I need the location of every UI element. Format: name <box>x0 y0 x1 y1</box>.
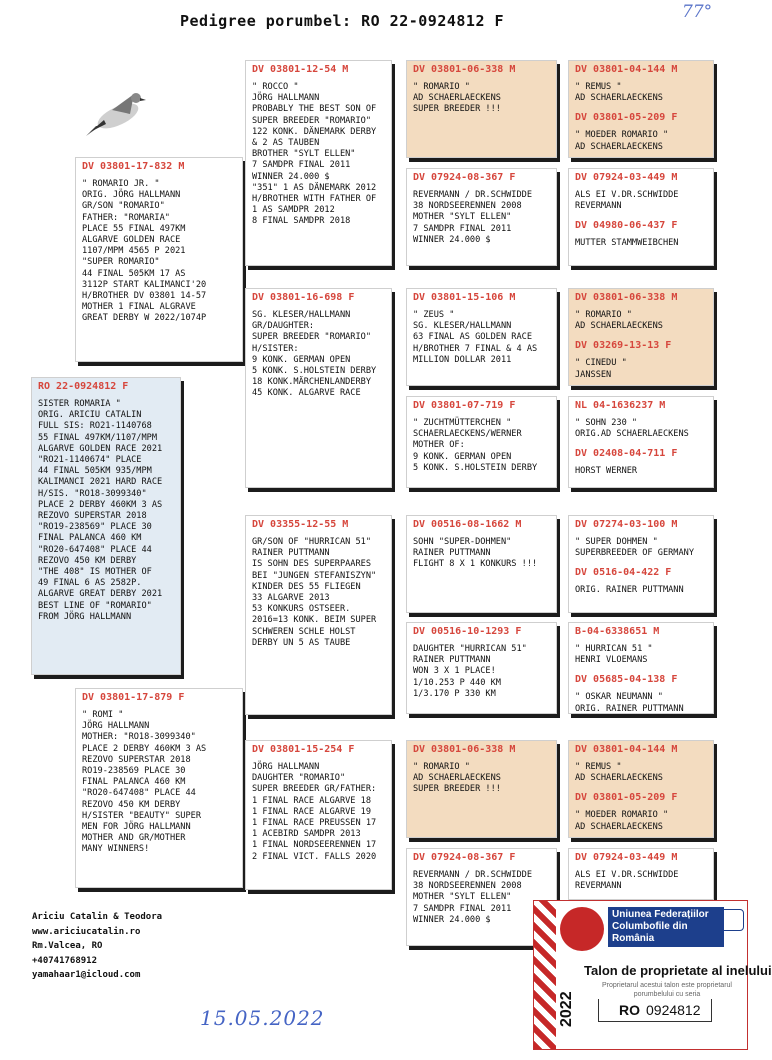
card-line: 7 SAMDPR FINAL 2011 <box>413 903 512 914</box>
card-line: KINDER DES 55 FLIEGEN <box>252 581 361 592</box>
sticker-stripe <box>534 901 556 1049</box>
card-line: JANSSEN <box>575 369 612 380</box>
card-line: 9 KONK. GERMAN OPEN <box>252 354 351 365</box>
breeder-line: Ariciu Catalin & Teodora <box>32 912 163 922</box>
card-line: REVERMANN / DR.SCHWIDDE <box>413 870 532 880</box>
card-id: DV 03355-12-55 M <box>252 519 349 530</box>
card-line: PLACE 55 FINAL 497KM <box>82 223 186 234</box>
card-line: H/SIS. "RO18-3099340" <box>38 488 147 499</box>
grandparent-card <box>245 515 392 715</box>
card-line: " ZUCHTMÜTTERCHEN " <box>413 418 512 428</box>
card-line: HORST WERNER <box>575 466 638 477</box>
card-id: DV 00516-08-1662 M <box>413 519 522 530</box>
card-id: DV 03801-15-254 F <box>252 744 355 755</box>
card-line: " ROMI " <box>82 710 124 720</box>
card-id: DV 03801-06-338 M <box>575 292 678 303</box>
father-card <box>75 157 243 362</box>
card-line: HENRI VLOEMANS <box>575 655 648 666</box>
ring-digits: 0924812 <box>646 1002 701 1018</box>
card-line: REVERMANN <box>575 881 622 892</box>
card-line: H/BROTHER 7 FINAL & 4 AS <box>413 343 538 354</box>
card-id: DV 0516-04-422 F <box>575 567 672 579</box>
card-line: ORIG.AD SCHAERLAECKENS <box>575 429 689 440</box>
card-line: 45 KONK. ALGARVE RACE <box>252 388 361 399</box>
card-id: DV 02408-04-711 F <box>575 448 678 460</box>
card-id: DV 03801-05-209 F <box>575 792 678 804</box>
card-line: 5 KONK. S.HOLSTEIN DERBY <box>413 462 538 473</box>
card-line: FATHER: "ROMARIA" <box>82 212 170 223</box>
great-grandparent-card <box>406 740 557 838</box>
card-line: H/BROTHER DV 03801 14-57 <box>82 291 207 302</box>
card-line: 1 ACEBIRD SAMDPR 2013 <box>252 829 361 840</box>
card-line: REZOVO SUPERSTAR 2018 <box>82 754 191 765</box>
card-line: SUPER BREEDER !!! <box>413 784 501 795</box>
great-grandparent-card <box>406 515 557 613</box>
card-id: DV 05685-04-138 F <box>575 674 678 686</box>
handwritten-date: 15.05.2022 <box>200 1006 325 1030</box>
card-line: AD SCHAERLAECKENS <box>575 773 663 784</box>
grandparent-card <box>245 288 392 488</box>
card-line: ALGARVE GREAT DERBY 2021 <box>38 589 163 600</box>
card-id: DV 03801-04-144 M <box>575 744 678 755</box>
card-line: ALGARVE GOLDEN RACE <box>82 235 181 246</box>
card-line: ALS EI V.DR.SCHWIDDE <box>575 870 679 880</box>
sticker-title: Talon de proprietate al inelului <box>584 963 772 978</box>
card-line: DAUGHTER "ROMARIO" <box>252 773 346 784</box>
card-line: BEST LINE OF "ROMARIO" <box>38 600 152 611</box>
card-line: 1 FINAL RACE ALGARVE 19 <box>252 806 371 817</box>
card-line: 7 SAMDPR FINAL 2011 <box>252 160 351 171</box>
card-id: NL 04-1636237 M <box>575 400 666 411</box>
card-id: DV 03269-13-13 F <box>575 340 672 352</box>
gen4-card <box>568 848 714 900</box>
card-line: MILLION DOLLAR 2011 <box>413 354 512 365</box>
card-line: SOHN "SUPER-DOHMEN" <box>413 537 512 547</box>
card-id: DV 03801-06-338 M <box>413 64 516 75</box>
card-line: "RO20-647408" PLACE 44 <box>82 788 196 799</box>
card-line: AD SCHAERLAECKENS <box>413 773 501 784</box>
card-line: "351" 1 AS DÄNEMARK 2012 <box>252 182 377 193</box>
great-grandparent-card <box>406 288 557 386</box>
card-line: AD SCHAERLAECKENS <box>575 93 663 104</box>
card-id: DV 03801-17-879 F <box>82 692 185 703</box>
card-line: FROM JÖRG HALLMANN <box>38 611 132 622</box>
breeder-line: yamahaar1@icloud.com <box>32 970 141 980</box>
card-line: H/BROTHER WITH FATHER OF <box>252 194 377 205</box>
card-line: " HURRICAN 51 " <box>575 644 653 654</box>
gen4-card <box>568 622 714 714</box>
card-line: RAINER PUTTMANN <box>252 548 330 559</box>
card-line: 2 FINAL VICT. FALLS 2020 <box>252 851 377 862</box>
card-id: DV 07924-03-449 M <box>575 172 678 183</box>
card-line: MOTHER "SYLT ELLEN" <box>413 212 512 223</box>
card-line: SUPER BREEDER !!! <box>413 104 501 115</box>
card-line: " MOEDER ROMARIO " <box>575 810 669 821</box>
card-line: KALIMANCI 2021 HARD RACE <box>38 477 163 488</box>
page-title: Pedigree porumbel: RO 22-0924812 F <box>180 12 505 30</box>
card-line: "RO21-1140674" PLACE <box>38 455 142 466</box>
card-line: 49 FINAL 6 AS 2582P. <box>38 578 142 589</box>
card-line: FLIGHT 8 X 1 KONKURS !!! <box>413 559 538 570</box>
card-id: DV 03801-07-719 F <box>413 400 516 411</box>
handwritten-number: 77° <box>682 2 713 22</box>
card-line: BEI "JUNGEN STEFANISZYN" <box>252 570 377 581</box>
card-line: SISTER ROMARIA " <box>38 399 121 409</box>
card-line: SUPER BREEDER "ROMARIO" <box>252 115 371 126</box>
card-line: " ROMARIO " <box>413 762 470 772</box>
card-line: 1/10.253 P 440 KM <box>413 677 501 688</box>
ring-ownership-sticker <box>533 900 772 1050</box>
card-id: DV 04980-06-437 F <box>575 220 678 232</box>
card-line: PLACE 2 DERBY 460KM 3 AS <box>38 499 163 510</box>
card-line: 18 KONK.MÄRCHENLANDERBY <box>252 377 371 388</box>
gen4-card <box>568 396 714 488</box>
card-line: " CINEDU " <box>575 358 627 369</box>
card-line: DAUGHTER "HURRICAN 51" <box>413 644 527 654</box>
card-line: AD SCHAERLAECKENS <box>413 93 501 104</box>
great-grandparent-card <box>406 60 557 158</box>
card-line: 1107/MPM 4565 P 2021 <box>82 246 186 257</box>
card-line: MEN FOR JÖRG HALLMANN <box>82 822 191 833</box>
card-line: SUPER BREEDER GR/FATHER: <box>252 784 377 795</box>
card-line: MOTHER AND GR/MOTHER <box>82 833 186 844</box>
gen4-card <box>568 288 714 386</box>
card-line: 1 FINAL NORDSEERENNEN 17 <box>252 840 377 851</box>
card-line: AD SCHAERLAECKENS <box>575 821 663 832</box>
card-line: 1 FINAL RACE PREUSSEN 17 <box>252 818 377 829</box>
card-line: MUTTER STAMMWEIBCHEN <box>575 238 679 249</box>
card-line: SG. KLESER/HALLMANN <box>413 321 512 332</box>
card-line: REVERMANN / DR.SCHWIDDE <box>413 190 532 200</box>
card-id: DV 03801-06-338 M <box>413 744 516 755</box>
card-line: 5 KONK. S.HOLSTEIN DERBY <box>252 366 377 377</box>
card-line: FINAL PALANCA 460 KM <box>38 533 142 544</box>
card-line: PROBABLY THE BEST SON OF <box>252 104 377 115</box>
card-line: WON 3 X 1 PLACE! <box>413 666 496 677</box>
card-line: MOTHER OF: <box>413 440 465 451</box>
breeder-line: +40741768912 <box>32 955 98 966</box>
card-line: H/SISTER: <box>252 343 299 354</box>
card-line: JÖRG HALLMANN <box>82 721 150 732</box>
card-id: DV 03801-12-54 M <box>252 64 349 75</box>
card-line: " ROMARIO JR. " <box>82 179 160 189</box>
card-line: MOTHER "SYLT ELLEN" <box>413 892 512 903</box>
federation-name: Uniunea Federațiilor Columbofile din România <box>608 907 724 947</box>
card-line: 3112P START KALIMANCI'20 <box>82 279 207 290</box>
card-line: 38 NORDSEERENNEN 2008 <box>413 201 522 212</box>
card-id: DV 03801-17-832 M <box>82 161 185 172</box>
card-line: GR/SON "ROMARIO" <box>82 201 165 212</box>
card-id: DV 03801-16-698 F <box>252 292 355 303</box>
card-line: GR/SON OF "HURRICAN 51" <box>252 537 371 547</box>
card-line: " MOEDER ROMARIO " <box>575 130 669 141</box>
card-line: 1 FINAL RACE ALGARVE 18 <box>252 795 371 806</box>
card-line: 53 KONKURS OSTSEER. <box>252 604 351 615</box>
gen4-card <box>568 515 714 613</box>
card-line: " OSKAR NEUMANN " <box>575 692 663 703</box>
card-line: DERBY UN 5 AS TAUBE <box>252 637 351 648</box>
card-line: " REMUS " <box>575 82 622 92</box>
card-line: ORIG. ARICIU CATALIN <box>38 410 142 421</box>
card-line: AD SCHAERLAECKENS <box>575 141 663 152</box>
card-id: DV 07924-03-449 M <box>575 852 678 863</box>
card-line: RAINER PUTTMANN <box>413 655 491 666</box>
card-line: SCHWEREN SCHLE HOLST <box>252 626 356 637</box>
card-line: ORIG. RAINER PUTTMANN <box>575 585 684 596</box>
card-id: DV 03801-04-144 M <box>575 64 678 75</box>
card-line: "RO19-238569" PLACE 30 <box>38 522 152 533</box>
card-line: & 2 AS TAUBEN <box>252 138 320 149</box>
card-line: 7 SAMDPR FINAL 2011 <box>413 223 512 234</box>
card-line: AD SCHAERLAECKENS <box>575 321 663 332</box>
grandparent-card <box>245 60 392 266</box>
card-line: REZOVO 450 KM DERBY <box>38 555 137 566</box>
breeder-line: Rm.Valcea, RO <box>32 941 103 951</box>
card-line: MANY WINNERS! <box>82 844 150 855</box>
card-line: 33 ALGARVE 2013 <box>252 593 330 604</box>
card-line: " SUPER DOHMEN " <box>575 537 658 547</box>
card-line: ORIG. JÖRG HALLMANN <box>82 190 181 201</box>
sticker-note: Proprietarul acestui talon este proprietarul porumbelului cu seria <box>602 982 732 998</box>
card-line: "THE 408" IS MOTHER OF <box>38 567 152 578</box>
card-line: ORIG. RAINER PUTTMANN <box>575 703 684 714</box>
card-line: " ZEUS " <box>413 310 455 320</box>
card-id: DV 07924-08-367 F <box>413 172 516 183</box>
card-line: WINNER 24.000 $ <box>252 171 330 182</box>
crest-icon <box>720 909 744 931</box>
card-line: JÖRG HALLMANN <box>252 93 320 104</box>
grandparent-card <box>245 740 392 890</box>
mother-card <box>75 688 243 888</box>
card-line: 1 AS SAMDPR 2012 <box>252 205 335 216</box>
card-line: " REMUS " <box>575 762 622 772</box>
federation-logo-icon <box>560 907 604 951</box>
card-line: GREAT DERBY W 2022/1074P <box>82 313 207 324</box>
card-line: 55 FINAL 497KM/1107/MPM <box>38 432 157 443</box>
ring-prefix: RO <box>619 1002 640 1018</box>
gen4-card <box>568 740 714 838</box>
card-line: SCHAERLAECKENS/WERNER <box>413 429 522 440</box>
sticker-year: 2022 <box>558 991 575 1027</box>
card-line: PLACE 2 DERBY 460KM 3 AS <box>82 743 207 754</box>
card-line: SUPERBREEDER OF GERMANY <box>575 548 694 559</box>
card-line: "RO20-647408" PLACE 44 <box>38 544 152 555</box>
card-line: "SUPER ROMARIO" <box>82 257 160 268</box>
card-line: FULL SIS: RO21-1140768 <box>38 421 152 432</box>
card-id: B-04-6338651 M <box>575 626 660 637</box>
card-line: MOTHER: "RO18-3099340" <box>82 732 196 743</box>
card-line: MOTHER 1 FINAL ALGRAVE <box>82 302 196 313</box>
card-line: 38 NORDSEERENNEN 2008 <box>413 881 522 892</box>
card-line: " SOHN 230 " <box>575 418 638 428</box>
card-line: 9 KONK. GERMAN OPEN <box>413 451 512 462</box>
card-line: JÖRG HALLMANN <box>252 762 320 772</box>
breeder-info <box>32 910 162 983</box>
card-line: REZOVO 450 KM DERBY <box>82 799 181 810</box>
card-line: 2016=13 KONK. BEIM SUPER <box>252 615 377 626</box>
card-line: ALGARVE GOLDEN RACE 2021 <box>38 443 163 454</box>
card-line: BROTHER "SYLT ELLEN" <box>252 149 356 160</box>
card-line: 44 FINAL 505KM 935/MPM <box>38 466 152 477</box>
card-line: WINNER 24.000 $ <box>413 914 491 925</box>
gen4-card <box>568 168 714 266</box>
breeder-line: www.ariciucatalin.ro <box>32 926 141 937</box>
card-line: WINNER 24.000 $ <box>413 234 491 245</box>
card-line: ALS EI V.DR.SCHWIDDE <box>575 190 679 200</box>
card-line: FINAL PALANCA 460 KM <box>82 777 186 788</box>
card-line: 44 FINAL 505KM 17 AS <box>82 268 186 279</box>
gen4-card <box>568 60 714 158</box>
card-line: REVERMANN <box>575 201 622 212</box>
card-line: 63 FINAL AS GOLDEN RACE <box>413 332 532 343</box>
card-id: RO 22-0924812 F <box>38 381 129 392</box>
card-id: DV 07274-03-100 M <box>575 519 678 530</box>
card-line: " ROCCO " <box>252 82 299 92</box>
card-id: DV 00516-10-1293 F <box>413 626 522 637</box>
subject-card <box>31 377 181 675</box>
card-line: 8 FINAL SAMDPR 2018 <box>252 216 351 227</box>
great-grandparent-card <box>406 622 557 714</box>
card-line: SUPER BREEDER "ROMARIO" <box>252 332 371 343</box>
card-line: IS SOHN DES SUPERPAARES <box>252 559 371 570</box>
card-id: DV 03801-05-209 F <box>575 112 678 124</box>
card-line: H/SISTER "BEAUTY" SUPER <box>82 810 201 821</box>
card-line: GR/DAUGHTER: <box>252 321 315 332</box>
card-line: RO19-238569 PLACE 30 <box>82 766 186 777</box>
card-line: SG. KLESER/HALLMANN <box>252 310 351 320</box>
card-id: DV 07924-08-367 F <box>413 852 516 863</box>
card-line: 1/3.170 P 330 KM <box>413 688 496 699</box>
card-line: " ROMARIO " <box>413 82 470 92</box>
great-grandparent-card <box>406 168 557 266</box>
card-line: REZOVO SUPERSTAR 2018 <box>38 511 147 522</box>
card-line: RAINER PUTTMANN <box>413 548 491 559</box>
pigeon-image <box>82 80 152 140</box>
card-line: " ROMARIO " <box>575 310 632 320</box>
ring-number <box>619 1002 701 1018</box>
great-grandparent-card <box>406 396 557 488</box>
card-id: DV 03801-15-106 M <box>413 292 516 303</box>
card-line: 122 KONK. DÄNEMARK DERBY <box>252 126 377 137</box>
